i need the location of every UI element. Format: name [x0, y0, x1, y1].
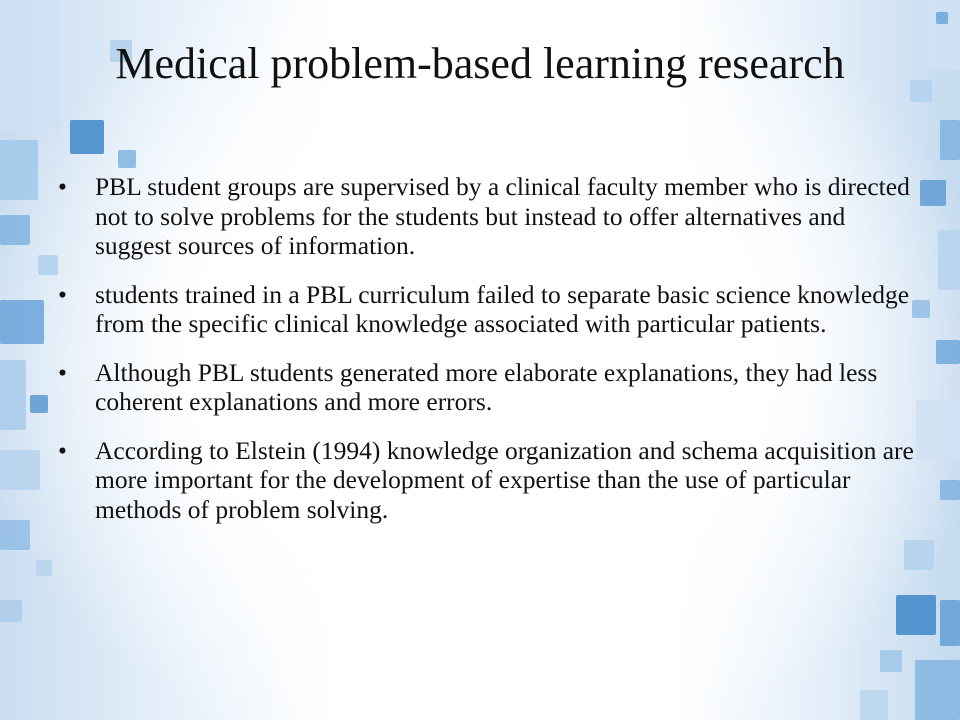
- bullet-text: Although PBL students generated more elaborate explanations, they had less coherent explanations and more errors.: [95, 357, 878, 416]
- slide-title: Medical problem-based learning research: [115, 39, 845, 88]
- bullet-item: [54, 280, 924, 339]
- decor-tile: [936, 340, 960, 364]
- decor-tile: [910, 80, 932, 102]
- decor-tile: [940, 480, 960, 500]
- bullet-text: PBL student groups are supervised by a clinical faculty member who is directed not to solve problems for the students but instead to offer alternatives and suggest sources of information.: [95, 172, 910, 260]
- decor-tile: [915, 660, 960, 720]
- decor-tile: [0, 450, 40, 490]
- decor-tile: [0, 300, 44, 344]
- decor-tile: [118, 150, 136, 168]
- decor-tile: [0, 215, 30, 245]
- decor-tile: [880, 650, 902, 672]
- bullet-item: [54, 436, 924, 525]
- decor-tile: [0, 140, 38, 200]
- bullet-text: According to Elstein (1994) knowledge organization and schema acquisition are more important for the development of expertise than the use of particular methods of problem solving.: [95, 435, 914, 524]
- decor-tile: [0, 360, 26, 430]
- decor-tile: [36, 560, 52, 576]
- decor-tile: [30, 395, 48, 413]
- decor-tile: [70, 120, 104, 154]
- decor-tile: [940, 600, 960, 646]
- decor-tile: [0, 600, 22, 622]
- decor-tile: [928, 0, 960, 70]
- decor-tile: [938, 230, 960, 290]
- decor-tile: [0, 520, 30, 550]
- bullet-icon: •: [58, 357, 67, 387]
- decor-tile: [936, 12, 948, 24]
- bullet-icon: •: [58, 172, 67, 201]
- decor-tile: [860, 690, 888, 720]
- bullet-list: [54, 172, 924, 543]
- decor-tile: [940, 120, 960, 160]
- decor-tile: [904, 540, 934, 570]
- decor-tile: [896, 595, 936, 635]
- bullet-item: [54, 358, 924, 417]
- bullet-text: students trained in a PBL curriculum failed to separate basic science knowledge from the specific clinical knowledge associated with particular patients.: [95, 279, 910, 338]
- bullet-item: [54, 172, 924, 261]
- bullet-icon: •: [58, 435, 67, 465]
- decor-tile: [0, 0, 60, 130]
- bullet-icon: •: [58, 279, 67, 309]
